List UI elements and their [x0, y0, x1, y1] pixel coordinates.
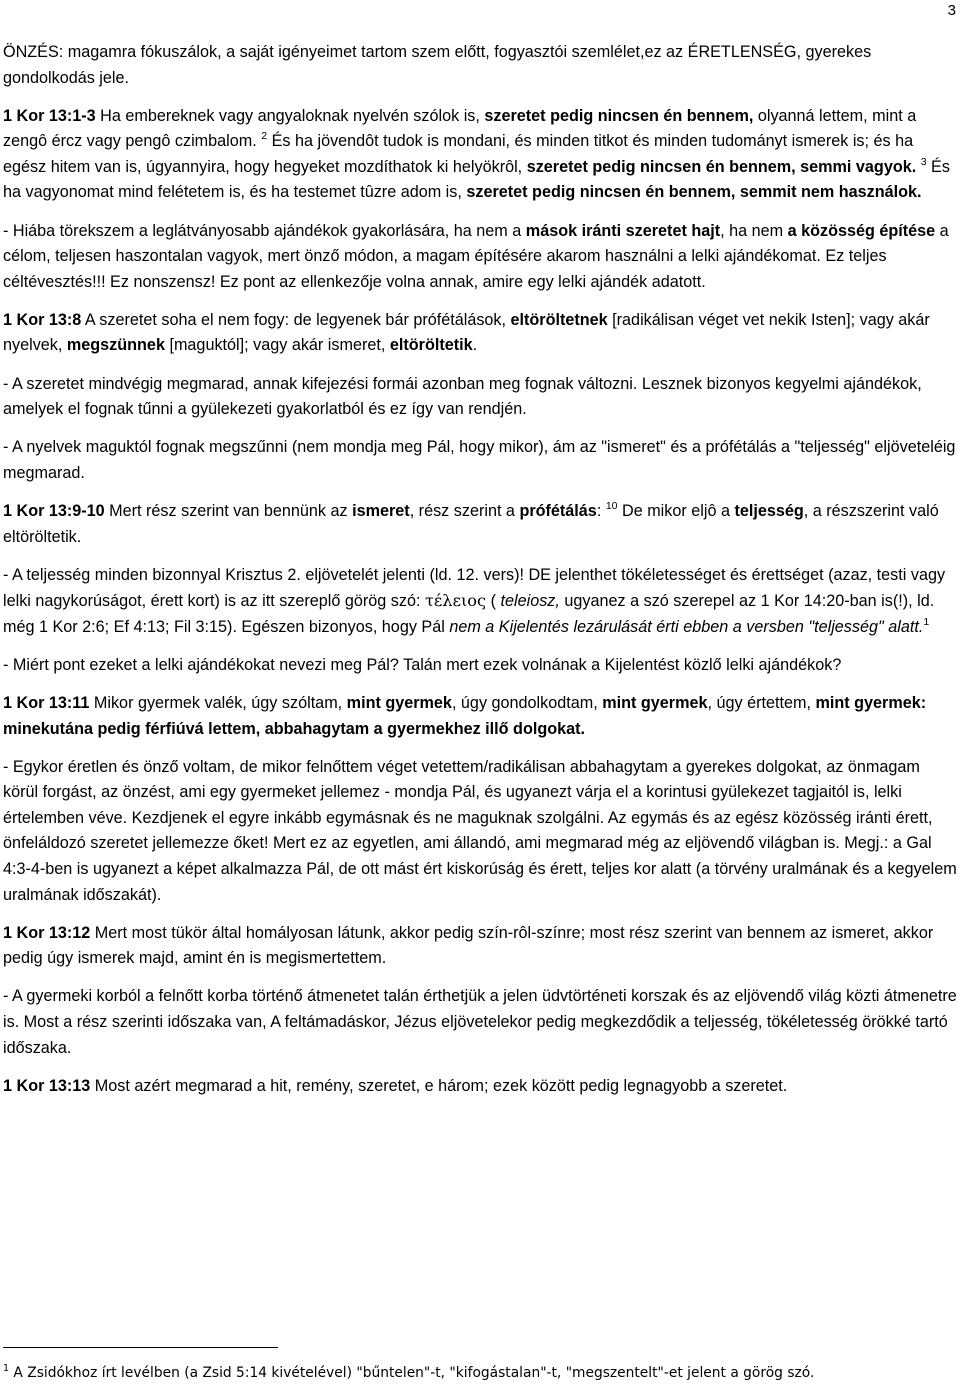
bold-text: mint gyermek — [346, 693, 452, 712]
text: olyanná lettem, mint a zengô ércz vagy pengô czimbalom. — [3, 106, 917, 151]
verse-reference: 1 Kor 13:12 — [3, 923, 91, 942]
text: ugyanez a szó szerepel az 1 Kor 14:20-ban is(!), ld. még 1 Kor 2:6; Ef 4:13; Fil 3:15). Egészen bizonyos, hogy Pál — [3, 592, 935, 636]
verse-reference: 1 Kor 13:1-3 — [3, 106, 96, 125]
text: De mikor eljô a — [617, 501, 735, 520]
text: - Miért pont ezeket a lelki ajándékokat nevezi meg Pál? Talán mert ezek volnának a Kijelentést közlő lelki ajándékok? — [3, 655, 842, 674]
text: És ha vagyonomat mind felétetem is, és ha testemet tûzre adom is, — [3, 157, 950, 202]
paragraph-nyelvek — [3, 435, 958, 486]
text: [maguktól]; vagy akár ismeret, — [164, 336, 390, 355]
paragraph-miert — [3, 653, 958, 679]
text: , ha nem — [720, 221, 788, 240]
italic-text: teleiosz, — [500, 592, 560, 611]
bold-text: mások iránti szeretet hajt — [525, 221, 721, 240]
text: [radikálisan véget vet nekik Isten]; vagy akár nyelvek, — [3, 310, 930, 355]
text: Ha embereknek vagy angyaloknak nyelvén szólok is, — [95, 106, 485, 125]
bold-text: mint gyermek: minekutána pedig férfiúvá lettem, abbahagytam a gyermekhez illő dolgokat. — [3, 693, 927, 738]
footnote-text: A Zsidókhoz írt levélben (a Zsid 5:14 kivételével) "bűntelen"-t, "kifogástalan"-t, "megszentelt"-et jelent a görög szó. — [9, 1365, 815, 1381]
text: Mert rész szerint van bennünk az — [104, 501, 353, 520]
bold-text: megszünnek — [66, 336, 165, 355]
bold-text: teljesség — [734, 501, 804, 520]
italic-text: nem a Kijelentés lezárulását érti ebben a versben "teljesség" alatt. — [449, 617, 924, 636]
text: , úgy gondolkodtam, — [451, 693, 603, 712]
greek-word: τέλειος — [424, 591, 487, 611]
bold-text: prófétálás — [519, 501, 597, 520]
verse-number: 3 — [920, 155, 927, 168]
footnote-number: 1 — [3, 1363, 10, 1374]
bold-text: mint gyermek — [602, 693, 708, 712]
footnote-reference[interactable]: 1 — [923, 615, 930, 628]
text: a célom, teljesen haszontalan vagyok, mert önző módon, a magam építésére akarom használni a lelki ajándékomat. Ez teljes céltévesztés!!! Ez nonszensz! Ez pont az ellenkezője volna annak, amire egy lelki ajándék adatott. — [3, 221, 949, 291]
text: - A nyelvek maguktól fognak megszűnni (nem mondja meg Pál, hogy mikor), ám az "ismeret" és a prófétálás a "teljesség" eljöveteléig megmarad. — [3, 438, 956, 482]
verse-reference: 1 Kor 13:13 — [3, 1076, 91, 1095]
text: - Hiába törekszem a leglátványosabb ajándékok gyakorlására, ha nem a — [3, 221, 526, 240]
text: , rész szerint a — [409, 501, 520, 520]
verse-number: 2 — [261, 130, 268, 143]
verse-number: 10 — [605, 499, 618, 512]
paragraph-hiaba — [3, 219, 958, 296]
bold-text: szeretet pedig nincsen én bennem, semmit nem használok. — [466, 183, 922, 202]
text: - A szeretet mindvégig megmarad, annak kifejezési formái azonban meg fognak változni. Lesznek bizonyos kegyelmi ajándékok, amelyek el fognak tűnni a gyülekezeti gyakorlatból és ez így van rendjén. — [3, 374, 922, 419]
bold-text: a közösség építése — [787, 221, 936, 240]
text: - Egykor éretlen és önző voltam, de mikor felnőttem véget vetettem/radikálisan abbahagytam a gyerekes dolgokat, az önmagam körül forgást, az önzést, ami egy gyermeket jellemez - mondja Pál, és ugyanezt várja el a korintusi gyülekezet tagjaitól is, lelki értelemben véve. Kezdjenek el egyre inkább egymásnak és ne maguknak szolgálni. Az egymás és az egész közösség iránti érett, önfeláldozó szeretet jellemezze őket! Mert ez az egyetlen, ami állandó, ami megmarad még az eljövendő világban is. Megj.: a Gal 4:3-4-ben is ugyanezt a képet alkalmazza Pál, de ott mást ért kiskorúság és érett, teljes kor alatt (a törvény uralmának és a kegyelem uralmának időszakát). — [3, 757, 957, 904]
footnote-divider — [3, 1347, 278, 1348]
page-number: 3 — [947, 2, 956, 19]
document-body — [3, 40, 958, 1112]
paragraph-1kor-13-1-3 — [3, 104, 958, 206]
bold-text: ismeret — [352, 501, 410, 520]
paragraph-gyermeki-kor — [3, 984, 958, 1061]
footnote — [3, 1364, 814, 1382]
paragraph-1kor-13-8 — [3, 308, 958, 359]
text: Mert most tükör által homályosan látunk, akkor pedig szín-rôl-színre; most rész szerint van bennem az ismeret, akkor pedig úgy ismerek majd, amint én is megismertettem. — [3, 923, 934, 968]
bold-text: eltöröltetik — [389, 336, 473, 355]
text: ( — [486, 592, 501, 611]
bold-text: szeretet pedig nincsen én bennem, semmi vagyok. — [526, 157, 917, 176]
text: A szeretet soha el nem fogy: de legyenek bár prófétálások, — [81, 310, 511, 329]
text: , úgy értettem, — [707, 693, 816, 712]
verse-reference: 1 Kor 13:8 — [3, 310, 82, 329]
paragraph-1kor-13-9-10 — [3, 499, 958, 550]
text: ÖNZÉS: magamra fókuszálok, a saját igényeimet tartom szem előtt, fogyasztói szemlélet,ez az ÉRETLENSÉG, gyerekes gondolkodás jele. — [3, 43, 872, 87]
paragraph-1kor-13-11 — [3, 691, 958, 742]
verse-reference: 1 Kor 13:9-10 — [3, 501, 105, 520]
text: Mikor gyermek valék, úgy szóltam, — [89, 693, 347, 712]
text: És ha jövendôt tudok is mondani, és minden titkot és minden tudományt ismerek is; és ha egész hitem van is, úgyannyira, hogy hegyeket mozdíthatok ki helyökrôl, — [3, 132, 914, 176]
text: - A gyermeki korból a felnőtt korba történő átmenetet talán érthetjük a jelen üdvtörténeti korszak és az eljövendő világ közti átmenetre is. Most a rész szerinti időszaka van, A feltámadáskor, Jézus eljövetelekor pedig megkezdődik a teljesség, tökéletesség örökké tartó időszaka. — [3, 987, 957, 1057]
text: - A teljesség minden bizonnyal Krisztus 2. eljövetelét jelenti (ld. 12. vers)! DE jelenthet tökéletességet és érettséget (azaz, testi vagy lelki nagykorúságot, érett kort) is az itt szereplő görög szó: — [3, 565, 946, 611]
text: : — [596, 501, 606, 520]
text: Most azért megmarad a hit, remény, szeretet, e három; ezek között pedig legnagyobb a szeretet. — [90, 1076, 788, 1095]
paragraph-onzes — [3, 40, 958, 91]
verse-reference: 1 Kor 13:11 — [3, 693, 90, 712]
paragraph-egykor — [3, 755, 958, 909]
text: , a részszerint való eltöröltetik. — [3, 501, 939, 546]
paragraph-1kor-13-13 — [3, 1074, 958, 1100]
paragraph-teljesseg — [3, 563, 958, 641]
bold-text: eltöröltetnek — [510, 310, 608, 329]
paragraph-1kor-13-12 — [3, 921, 958, 972]
paragraph-szeretet-megmarad — [3, 372, 958, 423]
bold-text: szeretet pedig nincsen én bennem, — [484, 106, 754, 125]
text: . — [472, 336, 478, 355]
